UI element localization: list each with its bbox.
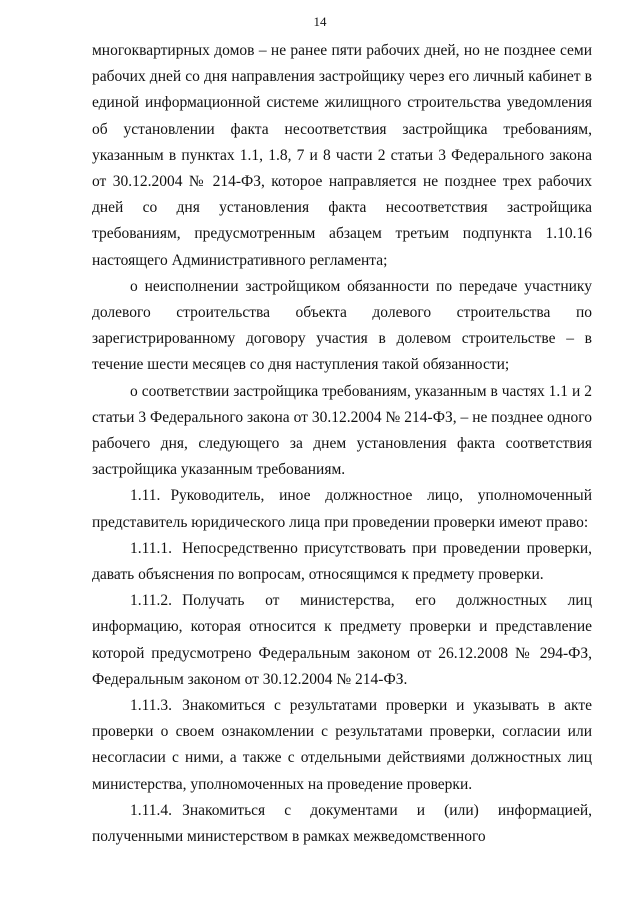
clause-number: 1.11.3. bbox=[130, 697, 173, 715]
clause-text: Получать от министерства, его должностных лиц информацию, которая относится к предмету проверки и представление которой предусмотрено Федеральным законом от 26.12.2008 № 294-ФЗ, Федеральным законом от 30.12.2004 № 214-ФЗ. bbox=[92, 592, 592, 688]
clause-1-11-4 bbox=[92, 798, 592, 850]
clause-1-11-2 bbox=[92, 588, 592, 693]
paragraph-compliance: о соответствии застройщика требованиям, указанным в частях 1.1 и 2 статьи 3 Федерального закона от 30.12.2004 № 214-ФЗ, – не позднее одного рабочего дня, следующего за днем установления факта соответствия застройщика указанным требованиям. bbox=[92, 382, 592, 479]
paragraph-obligation-failure: о неисполнении застройщиком обязанности по передаче участнику долевого строительства объекта долевого строительства по зарегистрированному договору участия в долевом строительстве – в течение шести месяцев со дня наступления такой обязанности; bbox=[92, 277, 592, 374]
clause-text: Знакомиться с результатами проверки и указывать в акте проверки о своем ознакомлении с результатами проверки, согласии или несогласии с ними, а также с отдельными действиями должностных лиц министерства, уполномоченных на проведение проверки. bbox=[92, 697, 592, 793]
document-body bbox=[92, 38, 592, 850]
clause-number: 1.11. bbox=[130, 487, 161, 505]
clause-1-11-1 bbox=[92, 536, 592, 588]
clause-1-11-3 bbox=[92, 693, 592, 798]
clause-text: Руководитель, иное должностное лицо, уполномоченный представитель юридического лица при проведении проверки имеют право: bbox=[92, 487, 592, 531]
clause-number: 1.11.1. bbox=[130, 539, 173, 557]
clause-text: Знакомиться с документами и (или) информацией, полученными министерством в рамках межведомственного bbox=[92, 801, 592, 846]
clause-1-11 bbox=[92, 483, 592, 535]
clause-number: 1.11.2. bbox=[130, 592, 173, 610]
clause-number: 1.11.4. bbox=[130, 801, 173, 819]
page-number: 14 bbox=[313, 14, 327, 29]
clause-text: Непосредственно присутствовать при проведении проверки, давать объяснения по вопросам, относящимся к предмету проверки. bbox=[92, 539, 592, 584]
paragraph-continuation: многоквартирных домов – не ранее пяти рабочих дней, но не позднее семи рабочих дней со дня направления застройщику через его личный кабинет в единой информационной системе жилищного строительства уведомления об установлении факта несоответствия застройщика требованиям, указанным в пунктах 1.1, 1.8, 7 и 8 части 2 статьи 3 Федерального закона от 30.12.2004 № 214-ФЗ, которое направляется не позднее трех рабочих дней со дня установления факта несоответствия застройщика требованиям, предусмотренным абзацем третьим подпункта 1.10.16 настоящего Административного регламента; bbox=[92, 42, 592, 269]
